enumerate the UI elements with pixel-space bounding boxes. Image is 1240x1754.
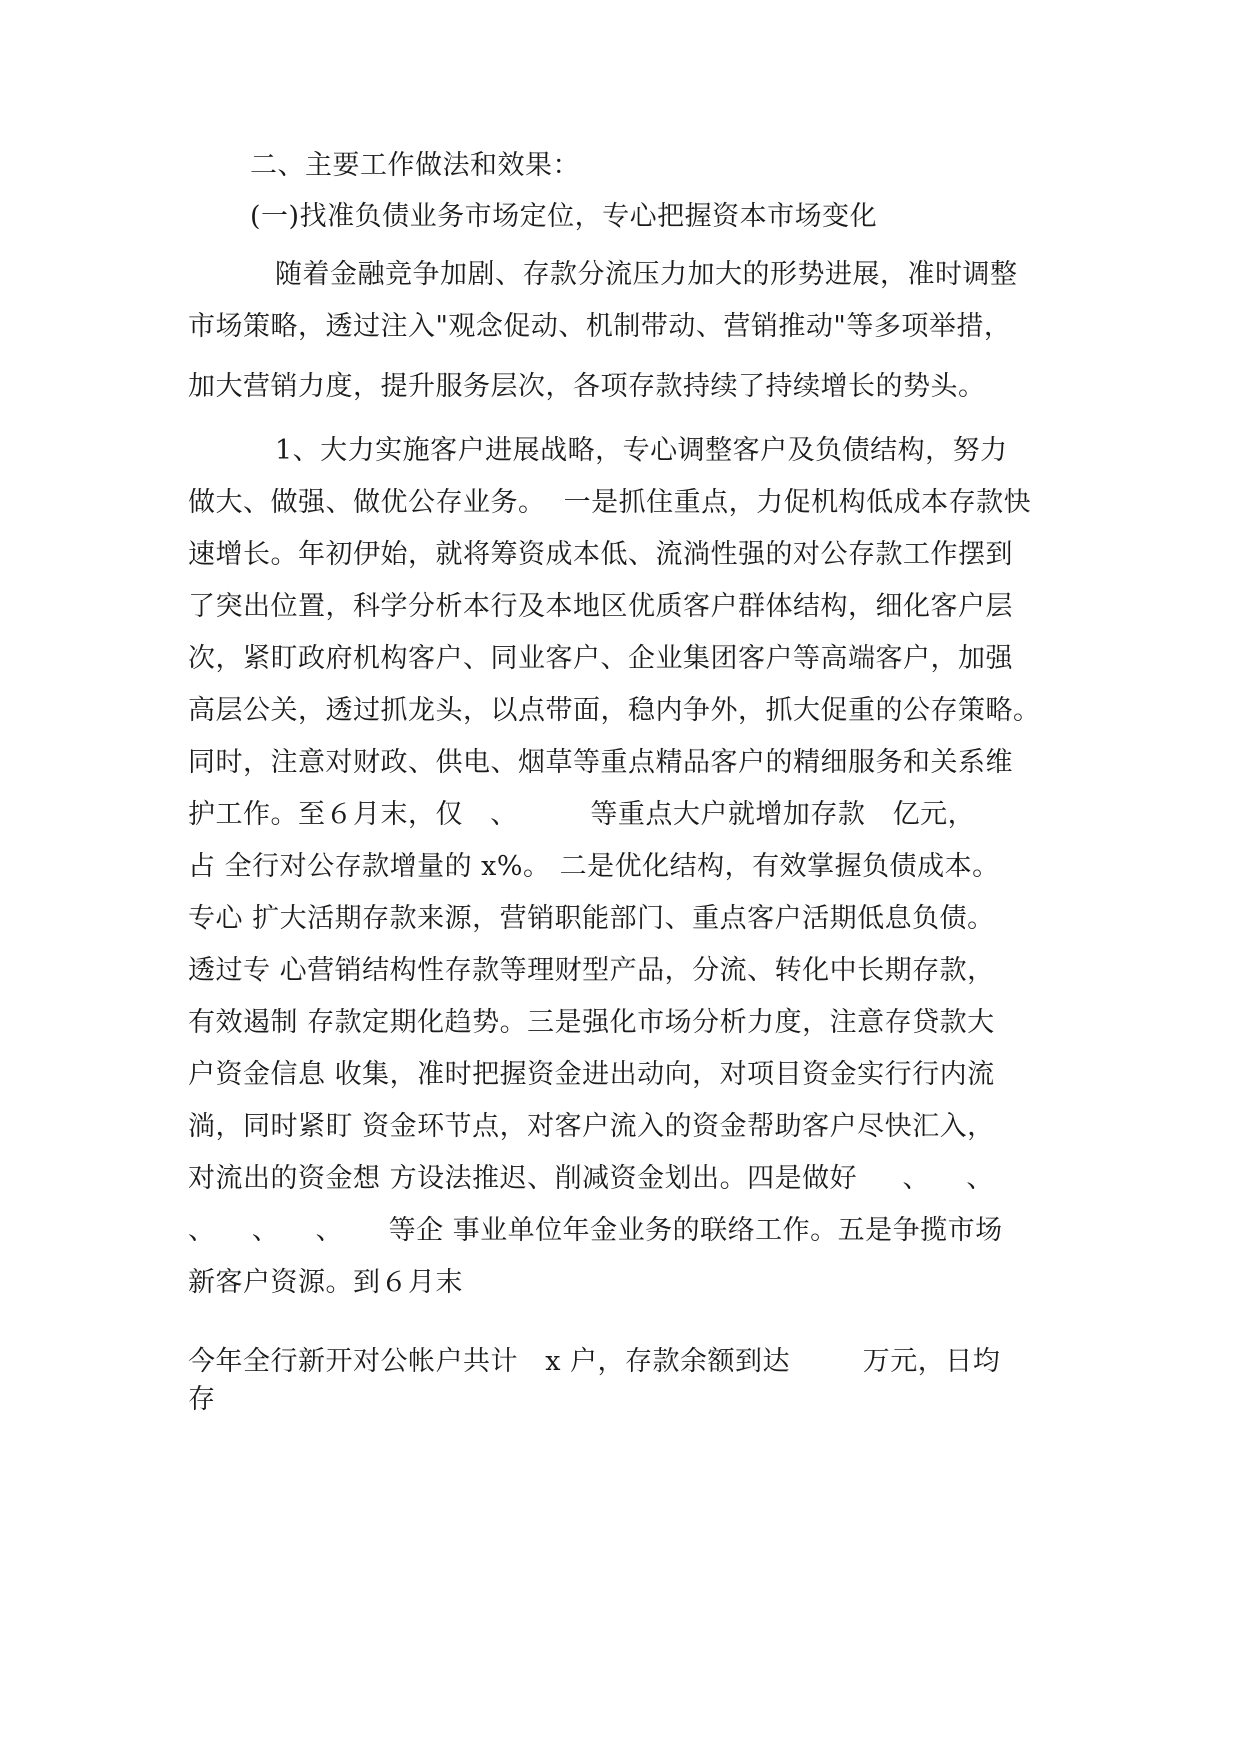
paragraph-line: 淌，同时紧盯 资金环节点，对客户流入的资金帮助客户尽快汇入， <box>188 1111 995 1142</box>
paragraph-line: 同时，注意对财政、供电、烟草等重点精品客户的精细服务和关系维 <box>188 747 1013 778</box>
paragraph-line: 透过专 心营销结构性存款等理财型产品，分流、转化中长期存款， <box>188 955 995 986</box>
paragraph-line: 有效遏制 存款定期化趋势。三是强化市场分析力度，注意存贷款大 <box>188 1007 995 1038</box>
paragraph-line: 户资金信息 收集，准时把握资金进出动向，对项目资金实行行内流 <box>188 1059 995 1090</box>
paragraph-line: 新客户资源。到６月末 <box>188 1267 463 1298</box>
paragraph-line: 高层公关，透过抓龙头，以点带面，稳内争外，抓大促重的公存策略。 <box>188 695 1041 726</box>
paragraph-line: 占 全行对公存款增量的 x%。 二是优化结构，有效掌握负债成本。 <box>188 851 1000 882</box>
paragraph-line: 了突出位置，科学分析本行及本地区优质客户群体结构，细化客户层 <box>188 591 1013 622</box>
paragraph-line: 随着金融竞争加剧、存款分流压力加大的形势进展，准时调整 <box>275 259 1018 290</box>
subsection-heading: (一)找准负债业务市场定位，专心把握资本市场变化 <box>250 201 878 232</box>
paragraph-line: 加大营销力度，提升服务层次，各项存款持续了持续增长的势头。 <box>188 371 986 402</box>
section-heading: 二、主要工作做法和效果： <box>250 150 580 181</box>
paragraph-line: 、 、 、 等企 事业单位年金业务的联络工作。五是争揽市场 <box>188 1215 1003 1246</box>
paragraph-line: 速增长。年初伊始，就将筹资成本低、流淌性强的对公存款工作摆到 <box>188 539 1013 570</box>
paragraph-line: 存 <box>188 1384 216 1415</box>
paragraph-line: 护工作。至６月末，仅 、 等重点大户就增加存款 亿元， <box>188 799 976 830</box>
paragraph-line: 专心 扩大活期存款来源，营销职能部门、重点客户活期低息负债。 <box>188 903 995 934</box>
paragraph-line: 对流出的资金想 方设法推迟、削减资金划出。四是做好 、 、 <box>188 1163 994 1194</box>
paragraph-line: 做大、做强、做优公存业务。 一是抓住重点，力促机构低成本存款快 <box>188 487 1032 518</box>
paragraph-line: 1、大力实施客户进展战略，专心调整客户及负债结构，努力 <box>275 435 1008 466</box>
paragraph-line: 今年全行新开对公帐户共计 x 户，存款余额到达 万元，日均 <box>188 1346 1001 1377</box>
paragraph-line: 次，紧盯政府机构客户、同业客户、企业集团客户等高端客户，加强 <box>188 643 1013 674</box>
paragraph-line: 市场策略，透过注入"观念促动、机制带动、营销推动"等多项举措， <box>188 311 1012 342</box>
